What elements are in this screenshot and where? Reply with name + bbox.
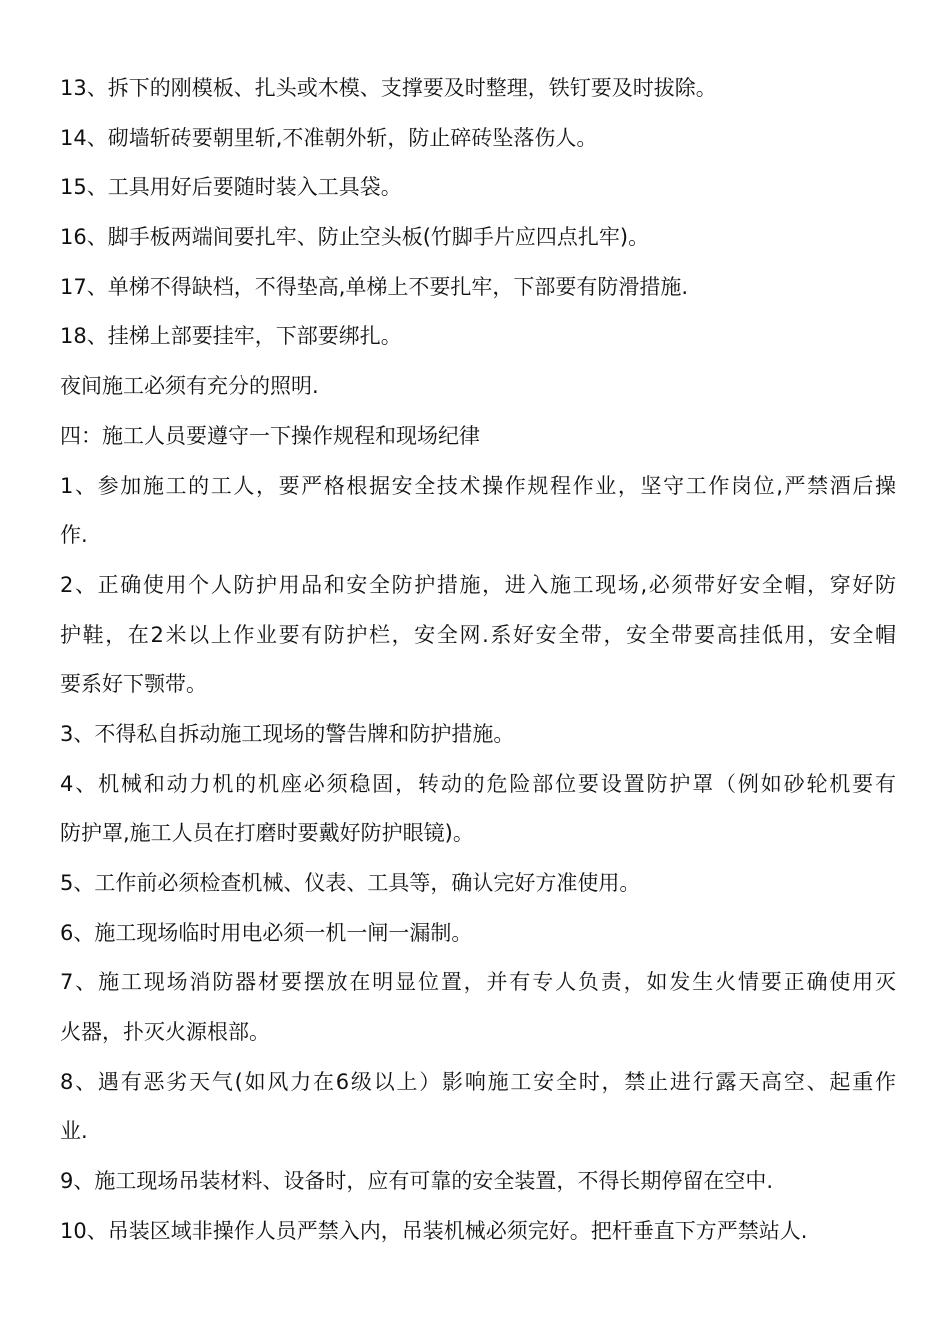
text-line: 防护罩,施工人员在打磨时要戴好防护眼镜)。 [60, 821, 474, 846]
text-line: 18、挂梯上部要挂牢，下部要绑扎。 [60, 324, 402, 349]
text-line: 业. [60, 1119, 88, 1144]
text-line: 4、机械和动力机的机座必须稳固，转动的危险部位要设置防护罩（例如砂轮机要有 [60, 771, 896, 796]
text-line: 17、单梯不得缺档，不得垫高,单梯上不要扎牢，下部要有防滑措施. [60, 274, 689, 299]
text-line: 夜间施工必须有充分的照明. [60, 374, 319, 399]
text-line: 8、遇有恶劣天气(如风力在6级以上）影响施工安全时，禁止进行露天高空、起重作 [60, 1069, 896, 1094]
text-line: 10、吊装区域非操作人员严禁入内，吊装机械必须完好。把杆垂直下方严禁站人. [60, 1218, 808, 1243]
text-line: 要系好下颚带。 [60, 672, 207, 697]
section-heading: 四：施工人员要遵守一下操作规程和现场纪律 [60, 423, 480, 448]
text-line: 2、正确使用个人防护用品和安全防护措施，进入施工现场,必须带好安全帽，穿好防 [60, 572, 896, 597]
text-line: 作. [60, 523, 88, 548]
text-line: 7、施工现场消防器材要摆放在明显位置，并有专人负责，如发生火情要正确使用灭 [60, 970, 896, 995]
text-line: 5、工作前必须检查机械、仪表、工具等，确认完好方准使用。 [60, 871, 641, 895]
text-line: 15、工具用好后要随时装入工具袋。 [60, 175, 402, 200]
text-line: 9、施工现场吊装材料、设备时，应有可靠的安全装置，不得长期停留在空中. [60, 1169, 774, 1194]
document-page [60, 64, 896, 1257]
text-line: 14、砌墙斩砖要朝里斩,不准朝外斩，防止碎砖坠落伤人。 [60, 125, 598, 150]
text-line: 火器，扑灭火源根部。 [60, 1020, 270, 1045]
text-line: 1、参加施工的工人，要严格根据安全技术操作规程作业，坚守工作岗位,严禁酒后操 [60, 473, 896, 498]
text-line: 13、拆下的刚模板、扎头或木模、支撑要及时整理，铁钉要及时拔除。 [60, 76, 717, 100]
text-line: 3、不得私自拆动施工现场的警告牌和防护措施。 [60, 721, 515, 746]
text-line: 16、脚手板两端间要扎牢、防止空头板(竹脚手片应四点扎牢)。 [60, 225, 650, 250]
text-line: 护鞋，在2米以上作业要有防护栏，安全网.系好安全带，安全带要高挂低用，安全帽 [60, 622, 896, 647]
text-line: 6、施工现场临时用电必须一机一闸一漏制。 [60, 920, 473, 945]
